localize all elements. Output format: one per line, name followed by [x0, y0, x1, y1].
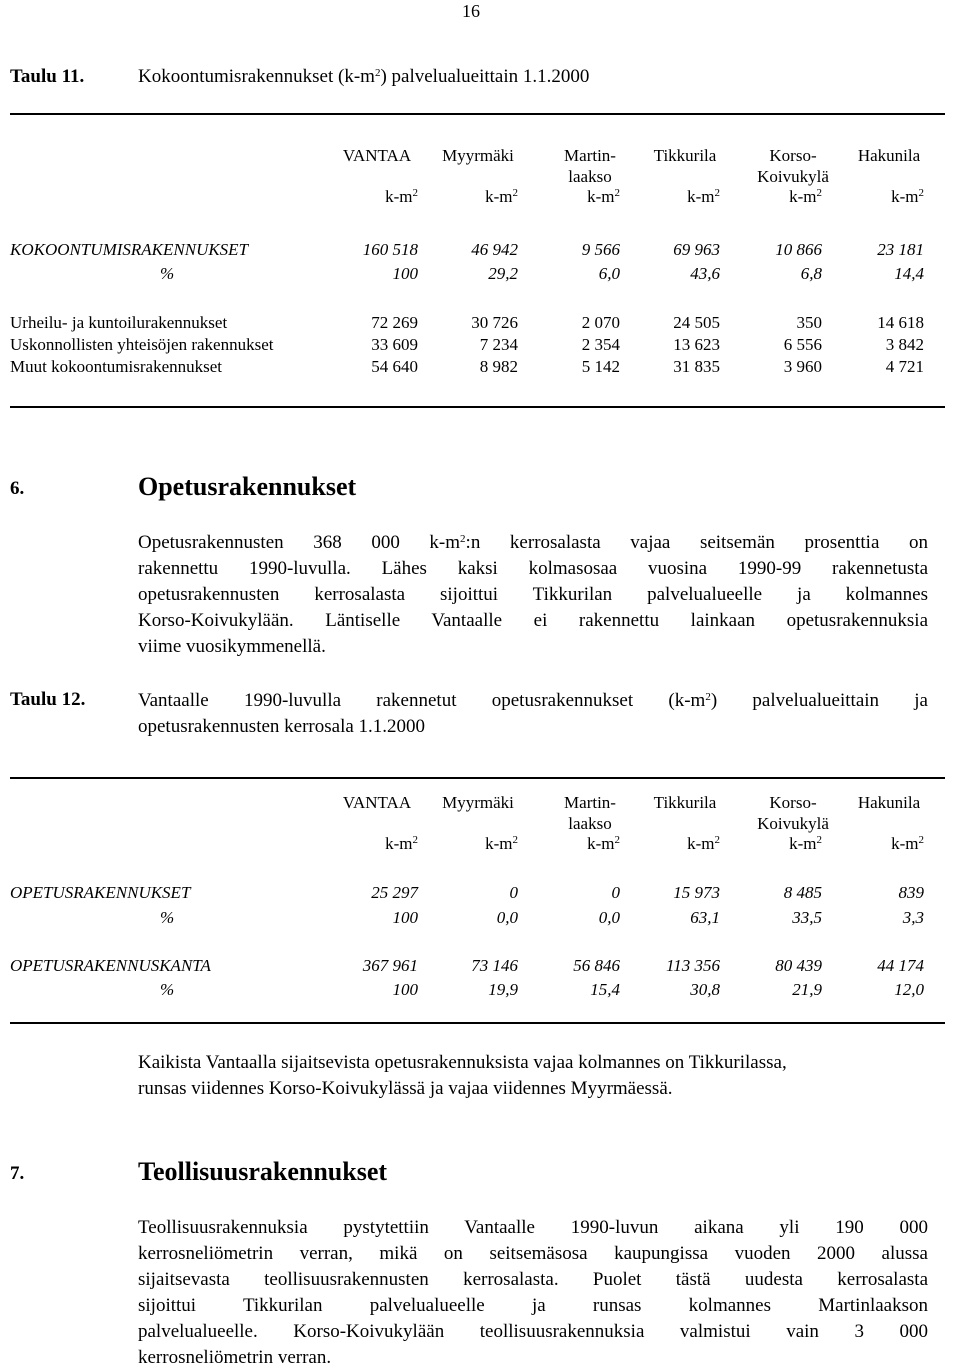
table-cell: 3,3	[902, 908, 924, 927]
unit-base: k-m	[687, 834, 715, 853]
table-cell: 23 181	[877, 240, 924, 259]
column-header: Tikkurila	[653, 146, 717, 165]
table-cell: 33 609	[371, 335, 418, 354]
table-cell: 100	[392, 908, 418, 927]
table-cell: 30,8	[690, 980, 720, 999]
section-6-line-5: viime vuosikymmenellä.	[138, 636, 326, 657]
table-cell: 367 961	[362, 956, 418, 975]
column-header-line-2: laakso	[568, 167, 612, 186]
table-cell: 6 556	[783, 335, 822, 354]
row-label: Urheilu- ja kuntoilurakennukset	[10, 313, 228, 332]
table-cell: 15,4	[590, 980, 620, 999]
column-header: VANTAA	[342, 793, 412, 812]
row-label: OPETUSRAKENNUKSET	[10, 883, 191, 902]
table-12-title-line-2: opetusrakennusten kerrosala 1.1.2000	[138, 716, 426, 737]
table-cell: 4 721	[885, 357, 924, 376]
table-cell: 80 439	[775, 956, 822, 975]
section-7-line-6: kerrosneliömetrin verran.	[138, 1347, 332, 1368]
row-label: %	[160, 980, 175, 999]
table-cell: 54 640	[371, 357, 418, 376]
column-header: VANTAA	[342, 146, 412, 165]
unit-base: k-m	[891, 834, 919, 853]
column-header-line-2: Koivukylä	[757, 167, 829, 186]
unit-sup: 2	[614, 187, 620, 199]
table-cell: 3 842	[885, 335, 924, 354]
column-header: Hakunila	[857, 146, 921, 165]
unit-sup: 2	[714, 834, 720, 846]
table-cell: 29,2	[488, 264, 518, 283]
table-cell: 8 485	[783, 883, 822, 902]
summary-paragraph	[138, 1050, 928, 1102]
table-cell: 14 618	[877, 313, 924, 332]
table-cell: 7 234	[479, 335, 518, 354]
column-unit	[712, 834, 822, 854]
column-unit	[308, 834, 418, 854]
table-cell: 0,0	[598, 908, 620, 927]
table-cell: 56 846	[573, 956, 620, 975]
table-11-title	[138, 66, 589, 88]
page-number: 16	[462, 1, 480, 21]
table-cell: 63,1	[690, 908, 720, 927]
section-6-line-2: rakennettu 1990-luvulla. Lähes kaksi kolmasosaa vuosina 1990-99 rakennetusta	[138, 558, 928, 579]
table-11-title-text-end: ) palvelualueittain 1.1.2000	[380, 66, 590, 87]
section-6-line-1: Opetusrakennusten 368 000 $k-m^2:n$ kerrosalasta vajaa seitsemän prosenttia on	[138, 532, 929, 553]
table-cell: 31 835	[673, 357, 720, 376]
table-cell: 8 982	[479, 357, 518, 376]
unit-sup: 2	[918, 834, 924, 846]
table-cell: 21,9	[792, 980, 822, 999]
table-12-bottom-rule	[10, 1022, 945, 1024]
table-cell: 19,9	[488, 980, 518, 999]
table-12-title	[138, 688, 928, 740]
unit-sup: 2	[512, 834, 518, 846]
table-cell: 2 070	[581, 313, 620, 332]
column-unit	[408, 834, 518, 854]
unit-base: k-m	[789, 834, 817, 853]
column-unit	[510, 834, 620, 854]
column-header: Korso-	[769, 793, 817, 812]
table-cell: 43,6	[690, 264, 720, 283]
column-unit	[408, 187, 518, 207]
table-12-top-rule	[10, 777, 945, 779]
table-cell: 0	[509, 883, 518, 902]
table-cell: 3 960	[783, 357, 822, 376]
table-cell: 350	[796, 313, 822, 332]
section-6-line-3: opetusrakennusten kerrosalasta sijoittui Tikkurilan palvelualueelle ja kolmannes	[138, 584, 928, 605]
unit-base: k-m	[587, 834, 615, 853]
section-7-line-2: kerrosneliömetrin verran, mikä on seitsemäsosa kaupungissa vuoden 2000 alussa	[138, 1243, 928, 1264]
row-label: %	[160, 908, 175, 927]
column-unit	[814, 834, 924, 854]
section-6-paragraph	[138, 530, 928, 660]
table-cell: 0,0	[496, 908, 518, 927]
column-header: Martin-	[564, 146, 616, 165]
table-cell: 9 566	[581, 240, 620, 259]
row-label: Muut kokoontumisrakennukset	[10, 357, 223, 376]
column-header-line-2: laakso	[568, 814, 612, 833]
unit-sup: 2	[816, 187, 822, 199]
summary-line-1: Kaikista Vantaalla sijaitsevista opetusrakennuksista vajaa kolmannes on Tikkurilassa,	[138, 1052, 787, 1073]
table-cell: 44 174	[877, 956, 924, 975]
column-unit	[510, 187, 620, 207]
column-header: Hakunila	[857, 793, 921, 812]
table-cell: 13 623	[673, 335, 720, 354]
column-unit	[814, 187, 924, 207]
table-11-label: Taulu 11.	[10, 66, 85, 87]
table-cell: 24 505	[673, 313, 720, 332]
table-cell: 33,5	[792, 908, 822, 927]
unit-sup: 2	[412, 187, 418, 199]
table-12-title-line-1: Vantaalle 1990-luvulla rakennetut opetusrakennukset $(k-m^2)$ palvelualueittain ja	[138, 690, 928, 711]
column-header: Myyrmäki	[442, 793, 514, 812]
table-12-caption	[10, 689, 85, 711]
table-cell: 14,4	[894, 264, 924, 283]
table-cell: 12,0	[894, 980, 924, 999]
row-label: Uskonnollisten yhteisöjen rakennukset	[10, 335, 274, 354]
table-cell: 160 518	[362, 240, 418, 259]
section-6-title: Opetusrakennukset	[138, 472, 357, 501]
section-7-line-1: Teollisuusrakennuksia pystytettiin Vantaalle 1990-luvun aikana yli 190 000	[138, 1217, 928, 1238]
section-6-number: 6.	[10, 478, 25, 499]
table-cell: 100	[392, 980, 418, 999]
table-cell: 100	[392, 264, 418, 283]
table-11-bottom-rule	[10, 406, 945, 408]
unit-base: k-m	[385, 187, 413, 206]
summary-line-2: runsas viidennes Korso-Koivukylässä ja vajaa viidennes Myyrmäessä.	[138, 1078, 673, 1099]
table-cell: 113 356	[666, 956, 720, 975]
table-cell: 25 297	[371, 883, 418, 902]
column-unit	[712, 187, 822, 207]
unit-sup: 2	[816, 834, 822, 846]
table-cell: 6,0	[598, 264, 620, 283]
table-cell: 6,8	[800, 264, 822, 283]
column-header: Tikkurila	[653, 793, 717, 812]
unit-base: k-m	[587, 187, 615, 206]
unit-sup: 2	[614, 834, 620, 846]
column-unit	[610, 187, 720, 207]
row-label: KOKOONTUMISRAKENNUKSET	[10, 240, 249, 259]
unit-base: k-m	[485, 187, 513, 206]
section-6-line-4: Korso-Koivukylään. Läntiselle Vantaalle ei rakennettu lainkaan opetusrakennuksia	[138, 610, 928, 631]
table-cell: 5 142	[581, 357, 620, 376]
section-7-line-5: palvelualueelle. Korso-Koivukylään teollisuusrakennuksia valmistui vain 3 000	[138, 1321, 928, 1342]
row-label: OPETUSRAKENNUSKANTA	[10, 956, 211, 975]
table-cell: 69 963	[673, 240, 720, 259]
table-cell: 2 354	[581, 335, 620, 354]
table-cell: 839	[898, 883, 924, 902]
unit-base: k-m	[789, 187, 817, 206]
table-cell: 46 942	[471, 240, 518, 259]
section-7-line-3: sijaitsevasta teollisuusrakennusten kerrosalasta. Puolet tästä uudesta kerrosalasta	[138, 1269, 928, 1290]
table-cell: 0	[611, 883, 620, 902]
table-11-top-rule	[10, 113, 945, 115]
column-header: Martin-	[564, 793, 616, 812]
table-cell: 10 866	[775, 240, 822, 259]
column-header: Myyrmäki	[442, 146, 514, 165]
column-unit	[610, 834, 720, 854]
unit-sup: 2	[714, 187, 720, 199]
section-7-line-4: sijoittui Tikkurilan palvelualueelle ja runsas kolmannes Martinlaakson	[138, 1295, 928, 1316]
table-12-label: Taulu 12.	[10, 689, 86, 710]
table-cell: 30 726	[471, 313, 518, 332]
table-cell: 15 973	[673, 883, 720, 902]
column-unit	[308, 187, 418, 207]
table-11-caption	[10, 66, 84, 88]
table-cell: 72 269	[371, 313, 418, 332]
unit-sup: 2	[412, 834, 418, 846]
section-7-paragraph	[138, 1215, 928, 1371]
row-label: %	[160, 264, 175, 283]
column-header: Korso-	[769, 146, 817, 165]
table-11-title-sup: 2	[374, 67, 381, 79]
table-cell: 73 146	[471, 956, 518, 975]
unit-base: k-m	[385, 834, 413, 853]
unit-base: k-m	[891, 187, 919, 206]
section-7-title: Teollisuusrakennukset	[138, 1157, 388, 1186]
table-11-title-text: Kokoontumisrakennukset (k-m	[138, 66, 375, 87]
column-header-line-2: Koivukylä	[757, 814, 829, 833]
unit-base: k-m	[485, 834, 513, 853]
unit-base: k-m	[687, 187, 715, 206]
unit-sup: 2	[918, 187, 924, 199]
section-7-number: 7.	[10, 1163, 25, 1184]
unit-sup: 2	[512, 187, 518, 199]
